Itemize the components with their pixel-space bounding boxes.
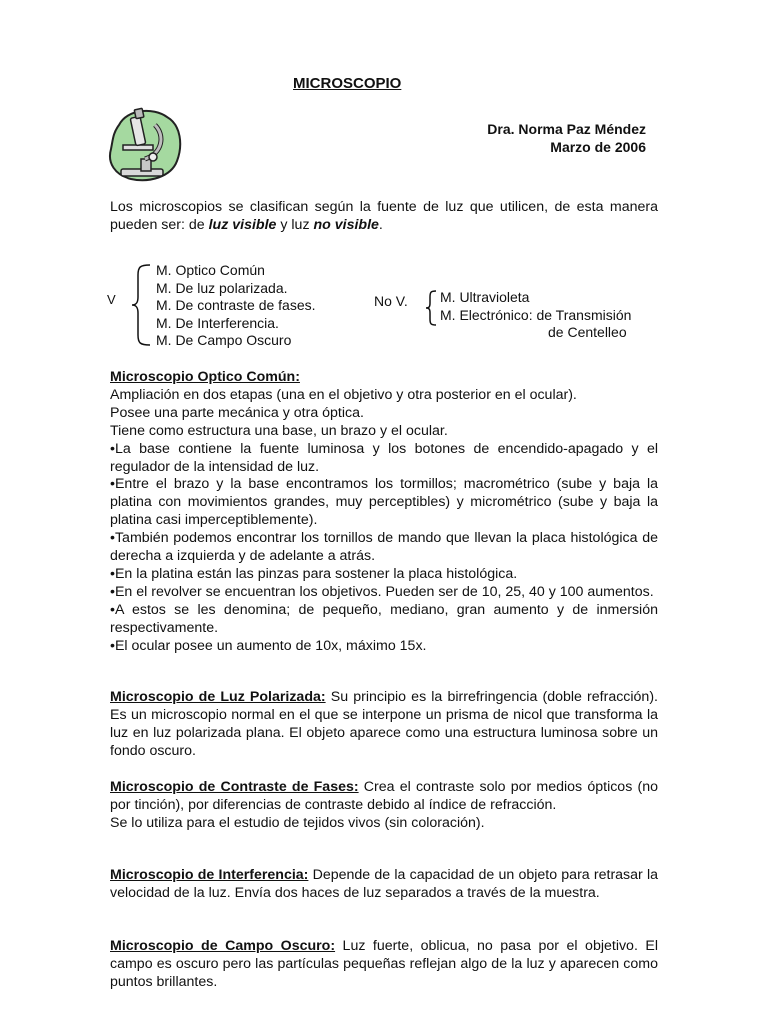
- section-optico: [110, 369, 658, 656]
- text-line: •El ocular posee un aumento de 10x, máximo 15x.: [110, 637, 427, 654]
- list-item: M. De luz polarizada.: [156, 279, 288, 296]
- list-item: M. De Campo Oscuro: [156, 332, 292, 349]
- section-heading: Microscopio de Contraste de Fases:: [110, 779, 359, 795]
- nonvisible-label: No V.: [374, 293, 408, 309]
- section-heading: Microscopio de Campo Oscuro:: [110, 938, 336, 954]
- section-interferencia: Microscopio de Interferencia: Depende de la capacidad de un objeto para retrasar la velocidad de la luz. Envía dos haces de luz separados a través de la muestra.: [110, 867, 659, 901]
- microscope-icon: [105, 105, 185, 185]
- list-item: M. Optico Común: [156, 262, 265, 278]
- list-item: M. Electrónico: de Transmisión: [440, 306, 632, 323]
- text-line: •En el revolver se encuentran los objetivos. Pueden ser de 10, 25, 40 y 100 aumentos.: [110, 583, 654, 600]
- page-title: MICROSCOPIO: [293, 75, 402, 92]
- author-block: [487, 120, 646, 156]
- list-item: M. De Interferencia.: [156, 314, 279, 331]
- text-line: Tiene como estructura una base, un brazo y el ocular.: [110, 422, 448, 439]
- section-polarizada: Microscopio de Luz Polarizada: Su principio es la birrefringencia (doble refracción). Es un microscopio normal en el que se interpone un prisma de nicol que transforma la luz en luz polarizada plana. El objeto aparece como una estructura luminosa sobre un fondo oscuro.: [110, 689, 658, 759]
- section-heading: Microscopio de Luz Polarizada:: [110, 689, 326, 705]
- list-item: M. De contraste de fases.: [156, 297, 316, 314]
- text-line: •Entre el brazo y la base encontramos los tormillos; macrométrico (sube y baja la platina con movimientos grandes, muy perceptibles) y micrométrico (sube y baja la platina casi imperceptiblemente).: [110, 476, 658, 529]
- right-brace-icon: [424, 289, 438, 327]
- list-item: M. Ultravioleta: [440, 289, 530, 305]
- visible-microscope-list: [156, 262, 316, 350]
- text-line: •A estos se les denomina; de pequeño, mediano, gran aumento y de inmersión respectivamente.: [110, 601, 658, 636]
- list-item: de Centelleo: [548, 324, 627, 341]
- text-line: •La base contiene la fuente luminosa y los botones de encendido-apagado y el regulador de la intensidad de luz.: [110, 440, 658, 475]
- text-line: •También podemos encontrar los tornillos de mando que llevan la placa histológica de derecha a izquierda y de adelante a atrás.: [110, 530, 658, 565]
- text-line: •En la platina están las pinzas para sostener la placa histológica.: [110, 565, 518, 582]
- section-campo-oscuro: Microscopio de Campo Oscuro: Luz fuerte, oblicua, no pasa por el objetivo. El campo es oscuro pero las partículas pequeñas reflejan algo de la luz y aparecen como puntos brillantes.: [110, 938, 658, 990]
- text-line: Posee una parte mecánica y otra óptica.: [110, 404, 364, 421]
- section-heading: Microscopio Optico Común:: [110, 369, 300, 385]
- intro-paragraph: Los microscopios se clasifican según la fuente de luz que utilicen, de esta manera pueden ser: de luz visible y luz no visible.: [110, 199, 658, 233]
- left-brace-icon: [130, 263, 152, 347]
- author-name: Dra. Norma Paz Méndez: [487, 121, 646, 137]
- text-line: Ampliación en dos etapas (una en el objetivo y otra posterior en el ocular).: [110, 386, 577, 403]
- visible-label: V: [107, 292, 116, 307]
- document-date: Marzo de 2006: [550, 139, 646, 155]
- section-heading: Microscopio de Interferencia:: [110, 867, 309, 883]
- section-contraste: Microscopio de Contraste de Fases: Crea el contraste solo por medios ópticos (no por tinción), por diferencias de contraste debido al índice de refracción. Se lo utiliza para el estudio de tejidos vivos (sin coloración).: [110, 779, 658, 831]
- keyword-nonvisible: no visible: [313, 216, 379, 233]
- keyword-visible: luz visible: [208, 216, 277, 233]
- text-line: Se lo utiliza para el estudio de tejidos vivos (sin coloración).: [110, 814, 485, 831]
- nonvisible-microscope-list: [440, 289, 631, 342]
